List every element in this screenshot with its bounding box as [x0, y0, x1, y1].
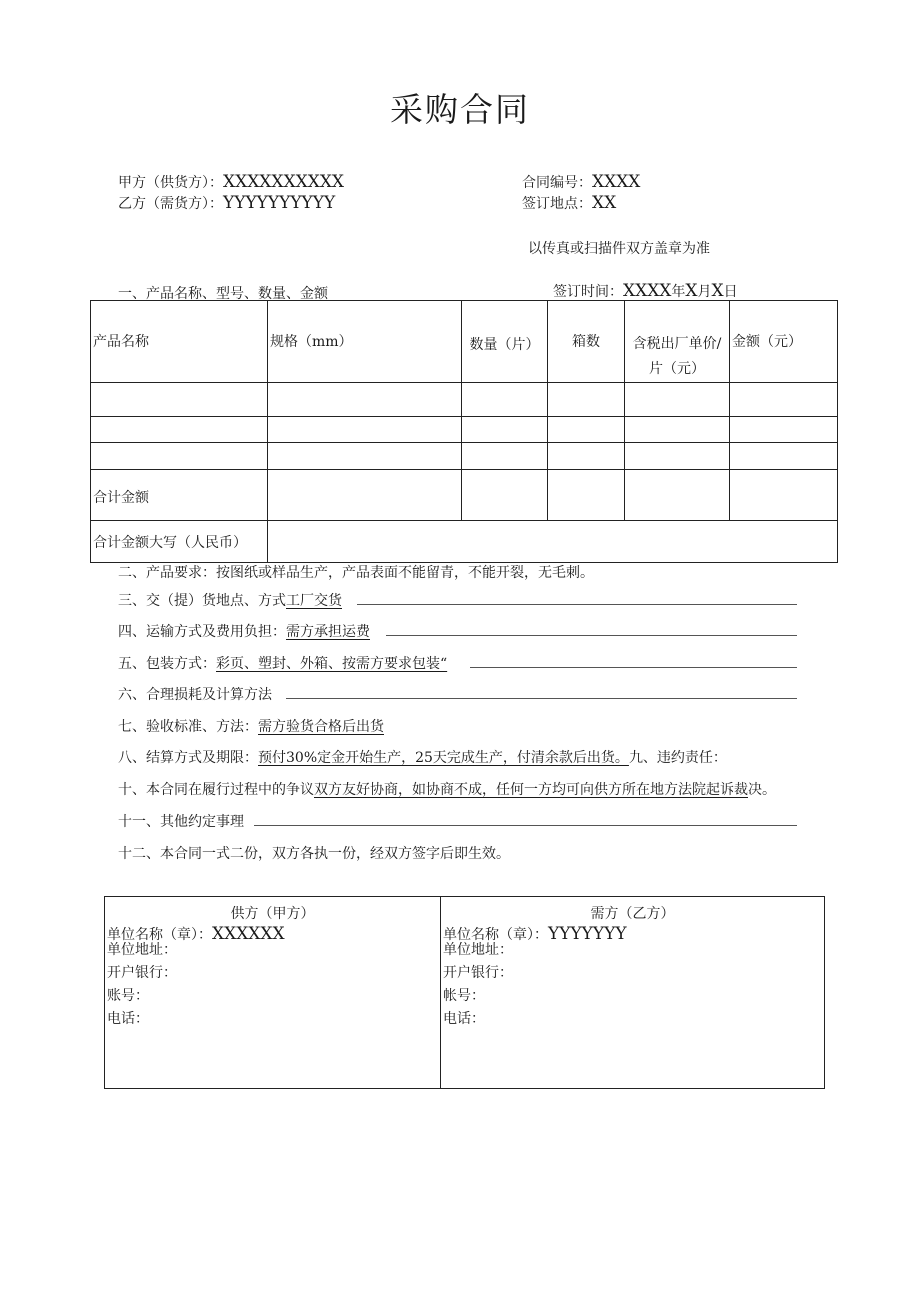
- supplier-phone: 电话：: [107, 1011, 149, 1027]
- fax-note: 以传真或扫描件双方盖章为准: [528, 241, 710, 257]
- section-1-heading: 一、产品名称、型号、数量、金额: [118, 286, 328, 302]
- table-cell[interactable]: [91, 417, 268, 443]
- table-cell[interactable]: [462, 383, 548, 417]
- clause-2: 二、产品要求：按图纸或样品生产，产品表面不能留青，不能开裂，无毛刺。: [118, 565, 594, 581]
- clause-4-label: 四、运输方式及费用负担：: [118, 624, 286, 640]
- table-cell[interactable]: [625, 417, 730, 443]
- table-row: [91, 417, 838, 443]
- clause-8-value: 预付30%定金开始生产，25天完成生产，付清余款后出货。: [258, 750, 629, 766]
- sign-time: [553, 281, 738, 301]
- table-cell[interactable]: [625, 443, 730, 470]
- party-b-value: YYYYYYYYYY: [223, 193, 336, 213]
- sign-time-month: X: [685, 281, 698, 301]
- buyer-account: 帐号：: [443, 988, 485, 1004]
- table-cell[interactable]: [548, 443, 625, 470]
- product-table: [90, 300, 838, 563]
- table-cell[interactable]: [730, 443, 838, 470]
- supplier-unit-value: XXXXXX: [212, 924, 285, 944]
- sign-time-year-unit: 年: [671, 284, 686, 300]
- table-cell[interactable]: [730, 417, 838, 443]
- clause-8-9: [118, 747, 727, 767]
- table-cell[interactable]: [730, 383, 838, 417]
- total-label: 合计金额: [91, 470, 268, 521]
- sign-time-label: 签订时间：: [553, 284, 623, 300]
- table-cell[interactable]: [268, 383, 462, 417]
- header-unit-price: 含税出厂单价/片（元）: [625, 301, 730, 383]
- clause-7-label: 七、验收标准、方法：: [118, 719, 258, 735]
- clause-10-label: 十、本合同在履行过程中的争议: [118, 782, 314, 798]
- contract-no-line: [522, 172, 640, 192]
- table-header-row: [91, 301, 838, 383]
- table-cell[interactable]: [548, 383, 625, 417]
- buyer-heading: 需方（乙方）: [590, 906, 675, 922]
- party-b-line: [118, 193, 335, 213]
- party-a-line: [118, 172, 344, 192]
- supplier-heading: 供方（甲方）: [230, 906, 315, 922]
- signature-table: [104, 896, 825, 1089]
- clause-7-value: 需方验货合格后出货: [258, 719, 384, 735]
- header-spec: 规格（mm）: [268, 301, 462, 383]
- table-cell[interactable]: [91, 443, 268, 470]
- party-a-value: XXXXXXXXXX: [223, 172, 345, 192]
- clause-3-fill-line: [357, 604, 797, 605]
- table-cell[interactable]: [730, 470, 838, 521]
- total-upper-row: [91, 521, 838, 563]
- buyer-unit-value: YYYYYYY: [548, 924, 627, 944]
- contract-title: 采购合同: [390, 90, 530, 129]
- table-cell[interactable]: [548, 417, 625, 443]
- buyer-address: 单位地址：: [443, 942, 513, 958]
- table-cell[interactable]: [625, 470, 730, 521]
- clause-3: [118, 590, 342, 610]
- table-cell[interactable]: [268, 417, 462, 443]
- contract-no-label: 合同编号：: [522, 175, 592, 191]
- clause-10: [118, 779, 776, 799]
- table-cell[interactable]: [462, 443, 548, 470]
- clause-4-value: 需方承担运费: [286, 624, 370, 640]
- clause-5-value: 彩页、塑封、外箱、按需方要求包装“: [216, 656, 448, 672]
- table-cell[interactable]: [625, 383, 730, 417]
- header-product-name: 产品名称: [91, 301, 268, 383]
- buyer-unit-label: 单位名称（章）：: [443, 927, 548, 943]
- clause-11-fill-line: [254, 825, 797, 826]
- sign-place-line: [522, 193, 616, 213]
- table-cell[interactable]: [268, 470, 462, 521]
- header-boxes: 箱数: [548, 301, 625, 383]
- total-row: [91, 470, 838, 521]
- header-quantity: 数量（片）: [462, 301, 548, 383]
- clause-10-tail: 决。: [748, 782, 776, 798]
- supplier-unit-label: 单位名称（章）：: [107, 927, 212, 943]
- supplier-account: 账号：: [107, 988, 149, 1004]
- clause-3-label: 三、交（提）货地点、方式: [118, 593, 286, 609]
- sign-place-label: 签订地点：: [522, 196, 592, 212]
- table-cell[interactable]: [462, 417, 548, 443]
- party-b-label: 乙方（需货方）：: [118, 196, 223, 212]
- total-upper-label: 合计金额大写（人民币）: [91, 521, 268, 563]
- supplier-address: 单位地址：: [107, 942, 177, 958]
- table-cell[interactable]: [548, 470, 625, 521]
- table-row: [91, 383, 838, 417]
- sign-time-month-unit: 月: [697, 284, 712, 300]
- clause-12: 十二、本合同一式二份，双方各执一份，经双方签字后即生效。: [118, 846, 510, 862]
- sign-time-day-unit: 日: [723, 284, 738, 300]
- clause-5: [118, 653, 447, 673]
- clause-4: [118, 621, 370, 641]
- supplier-bank: 开户银行：: [107, 965, 177, 981]
- clause-5-label: 五、包装方式：: [118, 656, 216, 672]
- clause-9: 九、违约责任：: [628, 750, 727, 766]
- header-amount: 金额（元）: [730, 301, 838, 383]
- total-upper-value[interactable]: [268, 521, 838, 563]
- contract-no-value: XXXX: [592, 172, 641, 192]
- sign-time-day: X: [711, 281, 724, 301]
- sign-time-year: XXXX: [623, 281, 672, 301]
- table-cell[interactable]: [91, 383, 268, 417]
- clause-7: [118, 716, 384, 736]
- table-cell[interactable]: [462, 470, 548, 521]
- clause-10-value: 双方友好协商，如协商不成，任何一方均可向供方所在地方法院起诉裁: [314, 782, 748, 798]
- clause-4-fill-line: [386, 635, 797, 636]
- clause-11: 十一、其他约定事理: [118, 814, 244, 830]
- clause-3-value: 工厂交货: [286, 593, 342, 609]
- table-row: [91, 443, 838, 470]
- clause-5-fill-line: [470, 667, 797, 668]
- sign-place-value: XX: [592, 193, 617, 213]
- party-a-label: 甲方（供货方）：: [118, 175, 223, 191]
- buyer-block: [441, 897, 825, 1089]
- table-cell[interactable]: [268, 443, 462, 470]
- buyer-bank: 开户银行：: [443, 965, 513, 981]
- clause-8-label: 八、结算方式及期限：: [118, 750, 258, 766]
- clause-6-fill-line: [286, 698, 797, 699]
- clause-6: 六、合理损耗及计算方法: [118, 687, 272, 703]
- supplier-block: [105, 897, 441, 1089]
- buyer-phone: 电话：: [443, 1011, 485, 1027]
